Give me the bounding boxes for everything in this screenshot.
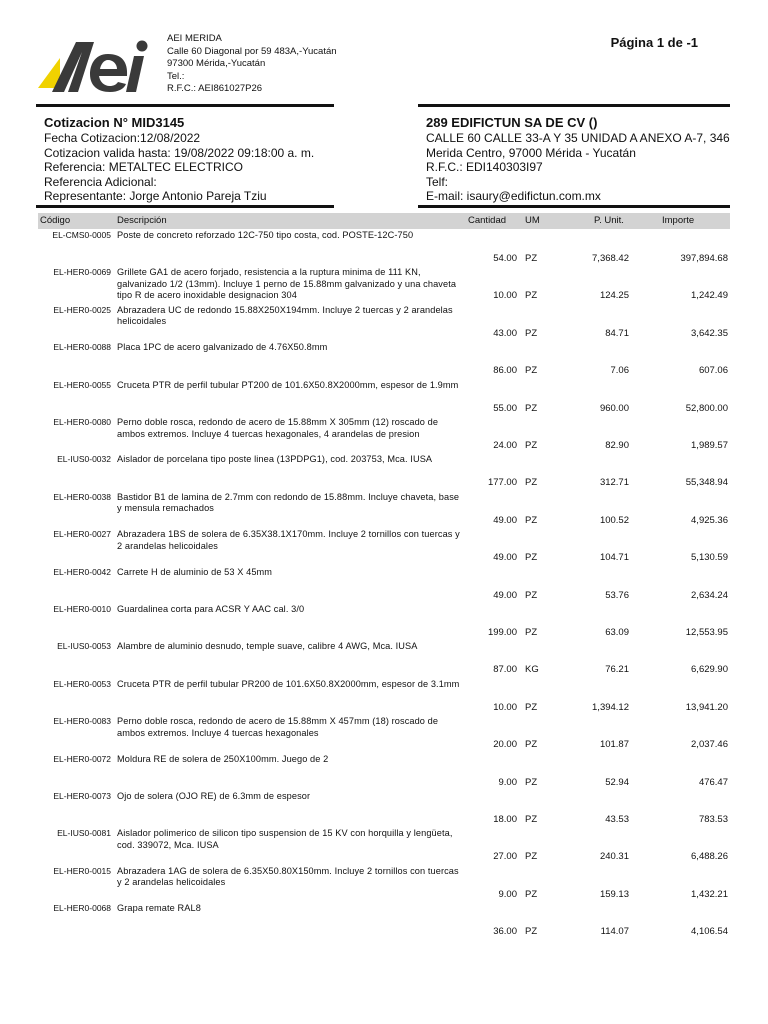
cell-unit: PZ xyxy=(525,851,538,863)
cell-description: Grillete GA1 de acero forjado, resistencia a la ruptura minima de 111 KN, galvanizado 1/2 (13mm). Incluye 1 perno de 15.88mm galvanizado y una chaveta tipo R de acero inoxidable designacion 304 xyxy=(117,267,457,301)
company-address-1: Calle 60 Diagonal por 59 483A,-Yucatán xyxy=(167,45,337,57)
cell-description: Cruceta PTR de perfil tubular PT200 de 101.6X50.8X2000mm, espesor de 1.9mm xyxy=(117,379,459,390)
cell-description: Carrete H de aluminio de 53 X 45mm xyxy=(117,566,273,577)
cell-quantity: 20.00 xyxy=(493,739,517,751)
cell-description: Abrazadera 1BS de solera de 6.35X38.1X170mm. Incluye 2 tornillos con tuercas y 2 arandelas helicoidales xyxy=(117,529,460,551)
cell-unit-price: 7,368.42 xyxy=(592,253,629,264)
cell-unit-price: 114.07 xyxy=(600,926,629,938)
cell-unit: PZ xyxy=(525,739,538,751)
cell-description: Cruceta PTR de perfil tubular PR200 de 101.6X50.8X2000mm, espesor de 3.1mm xyxy=(117,678,460,689)
table-row xyxy=(38,641,730,677)
cell-unit-price: 7.06 xyxy=(610,365,629,377)
table-row xyxy=(38,903,730,939)
cell-amount: 397,894.68 xyxy=(680,253,728,264)
cell-description: Guardalinea corta para ACSR Y AAC cal. 3/0 xyxy=(117,604,305,614)
cell-unit-price: 100.52 xyxy=(599,514,629,526)
cell-quantity: 87.00 xyxy=(493,664,517,676)
table-row xyxy=(38,791,730,827)
cell-quantity: 49.00 xyxy=(493,589,517,601)
cell-quantity: 10.00 xyxy=(493,701,517,713)
cell-unit-price: 52.94 xyxy=(605,776,629,788)
cell-code: EL-CMS0-0005 xyxy=(52,230,111,240)
col-header-code: Código xyxy=(40,215,71,226)
cell-amount: 12,553.95 xyxy=(685,627,728,638)
cell-unit: PZ xyxy=(525,552,538,564)
cell-description: Ojo de solera (OJO RE) de 6.3mm de espesor xyxy=(117,791,311,801)
page-number: Página 1 de -1 xyxy=(610,35,698,50)
col-header-unit-price: P. Unit. xyxy=(594,215,624,226)
cell-amount: 2,634.24 xyxy=(691,589,728,601)
quote-top-rule xyxy=(36,104,334,107)
cell-quantity: 55.00 xyxy=(493,402,517,414)
cell-unit-price: 43.53 xyxy=(605,814,629,825)
cell-amount: 2,037.46 xyxy=(691,739,728,751)
cell-unit-price: 312.71 xyxy=(599,477,629,489)
quote-panel xyxy=(44,116,334,203)
quote-representative: Representante: Jorge Antonio Pareja Tziu xyxy=(44,189,267,204)
cell-description: Perno doble rosca, redondo de acero de 15.88mm X 457mm (18) roscado de ambos extremos. Incluye 4 tuercas hexagonales xyxy=(117,716,439,738)
table-row xyxy=(38,342,730,378)
table-row xyxy=(38,492,730,528)
quote-additional-reference: Referencia Adicional: xyxy=(44,174,157,189)
cell-amount: 607.06 xyxy=(698,365,728,377)
cell-amount: 52,800.00 xyxy=(685,402,728,414)
cell-code: EL-HER0-0038 xyxy=(53,491,111,502)
cell-unit: PZ xyxy=(525,926,538,938)
quote-valid-until: Cotizacion valida hasta: 19/08/2022 09:18:00 a. m. xyxy=(44,145,315,160)
cell-unit: PZ xyxy=(525,776,538,788)
quote-title: Cotizacion N° MID3145 xyxy=(44,115,185,130)
cell-quantity: 9.00 xyxy=(498,776,517,788)
cell-unit-price: 76.21 xyxy=(605,664,629,676)
cell-unit-price: 104.71 xyxy=(599,552,629,564)
cell-code: EL-IUS0-0081 xyxy=(57,828,111,839)
quote-date: Fecha Cotizacion:12/08/2022 xyxy=(44,131,201,146)
cell-code: EL-HER0-0015 xyxy=(53,865,111,876)
table-row xyxy=(38,604,730,640)
client-top-rule xyxy=(418,104,730,107)
cell-description: Placa 1PC de acero galvanizado de 4.76X50.8mm xyxy=(117,342,328,353)
cell-amount: 6,488.26 xyxy=(691,851,728,863)
cell-quantity: 24.00 xyxy=(493,440,517,451)
logo-letter-e xyxy=(90,54,127,92)
table-row xyxy=(38,716,730,752)
cell-code: EL-HER0-0088 xyxy=(53,342,111,353)
cell-quantity: 36.00 xyxy=(493,926,517,938)
cell-quantity: 177.00 xyxy=(487,477,517,489)
cell-unit: PZ xyxy=(525,440,538,451)
cell-code: EL-HER0-0027 xyxy=(53,529,111,540)
cell-unit: KG xyxy=(525,664,539,676)
table-row xyxy=(38,567,730,603)
cell-quantity: 27.00 xyxy=(493,851,517,863)
table-row xyxy=(38,828,730,864)
cell-code: EL-HER0-0053 xyxy=(53,678,111,689)
cell-unit-price: 101.87 xyxy=(599,739,629,751)
cell-unit: PZ xyxy=(525,290,538,302)
table-row xyxy=(38,679,730,715)
cell-description: Aislador de porcelana tipo poste linea (13PDPG1), cod. 203753, Mca. IUSA xyxy=(117,454,433,465)
company-info xyxy=(167,33,337,96)
cell-amount: 4,925.36 xyxy=(691,514,728,526)
cell-description: Bastidor B1 de lamina de 2.7mm con redondo de 15.88mm. Incluye chaveta, base y mensula remachados xyxy=(117,491,460,514)
cell-unit-price: 159.13 xyxy=(599,888,629,900)
quote-bottom-rule xyxy=(36,205,334,208)
cell-unit: PZ xyxy=(525,477,538,489)
col-header-unit: UM xyxy=(525,215,540,226)
table-row xyxy=(38,454,730,490)
cell-description: Aislador polimerico de silicon tipo suspension de 15 KV con horquilla y lengüeta, cod. 339072, Mca. IUSA xyxy=(117,828,453,850)
cell-code: EL-IUS0-0032 xyxy=(57,454,111,465)
col-header-description: Descripción xyxy=(117,215,167,226)
company-rfc: R.F.C.: AEI861027P26 xyxy=(167,83,263,95)
client-address-1: CALLE 60 CALLE 33-A Y 35 UNIDAD A ANEXO A-7, 346 xyxy=(426,131,730,146)
table-row xyxy=(38,305,730,341)
cell-code: EL-IUS0-0053 xyxy=(57,641,111,652)
cell-amount: 783.53 xyxy=(698,814,728,825)
cell-description: Grapa remate RAL8 xyxy=(117,903,201,914)
cell-amount: 1,242.49 xyxy=(691,290,728,302)
cell-description: Abrazadera UC de redondo 15.88X250X194mm. Incluye 2 tuercas y 2 arandelas helicoidales xyxy=(117,304,453,327)
table-row xyxy=(38,380,730,416)
table-row xyxy=(38,866,730,902)
cell-amount: 1,989.57 xyxy=(691,440,728,451)
cell-unit-price: 84.71 xyxy=(605,327,629,339)
cell-quantity: 43.00 xyxy=(493,327,517,339)
client-email: E-mail: isaury@edifictun.com.mx xyxy=(426,189,601,204)
cell-unit: PZ xyxy=(525,814,538,825)
table-row xyxy=(38,267,730,303)
cell-quantity: 9.00 xyxy=(498,888,517,900)
cell-amount: 4,106.54 xyxy=(691,926,728,938)
cell-amount: 1,432.21 xyxy=(691,888,728,900)
cell-unit-price: 53.76 xyxy=(605,589,629,601)
client-phone: Telf: xyxy=(426,174,449,189)
logo-letter-i xyxy=(126,56,144,92)
cell-unit-price: 240.31 xyxy=(599,851,629,863)
cell-quantity: 54.00 xyxy=(493,253,517,264)
cell-code: EL-HER0-0080 xyxy=(53,417,111,427)
company-name: AEI MERIDA xyxy=(167,33,222,44)
cell-amount: 55,348.94 xyxy=(685,477,728,489)
cell-amount: 3,642.35 xyxy=(691,327,728,339)
cell-code: EL-HER0-0069 xyxy=(53,267,111,278)
cell-unit-price: 1,394.12 xyxy=(592,701,629,713)
col-header-quantity: Cantidad xyxy=(468,215,507,226)
cell-unit-price: 63.09 xyxy=(605,627,629,638)
cell-description: Poste de concreto reforzado 12C-750 tipo costa, cod. POSTE-12C-750 xyxy=(117,230,414,240)
col-header-amount: Importe xyxy=(662,215,695,226)
company-phone: Tel.: xyxy=(167,70,185,82)
cell-quantity: 49.00 xyxy=(493,514,517,526)
client-name: 289 EDIFICTUN SA DE CV () xyxy=(426,115,598,130)
cell-code: EL-HER0-0055 xyxy=(53,379,111,390)
cell-description: Moldura RE de solera de 250X100mm. Juego de 2 xyxy=(117,753,329,764)
cell-unit-price: 124.25 xyxy=(599,290,629,302)
cell-unit: PZ xyxy=(525,327,538,339)
cell-amount: 6,629.90 xyxy=(691,664,728,676)
cell-amount: 476.47 xyxy=(698,776,728,788)
cell-description: Perno doble rosca, redondo de acero de 15.88mm X 305mm (12) roscado de ambos extremos. Incluye 4 tuercas hexagonales, 4 arandelas de presion xyxy=(117,417,439,439)
client-address-2: Merida Centro, 97000 Mérida - Yucatán xyxy=(426,145,636,160)
cell-quantity: 49.00 xyxy=(493,552,517,564)
cell-quantity: 18.00 xyxy=(493,814,517,825)
cell-unit: PZ xyxy=(525,365,538,377)
cell-unit: PZ xyxy=(525,701,538,713)
quote-reference: Referencia: METALTEC ELECTRICO xyxy=(44,160,243,175)
cell-unit-price: 82.90 xyxy=(605,440,629,451)
cell-amount: 5,130.59 xyxy=(691,552,728,564)
cell-unit: PZ xyxy=(525,253,538,264)
cell-code: EL-HER0-0072 xyxy=(53,753,111,764)
cell-code: EL-HER0-0068 xyxy=(53,903,111,914)
cell-code: EL-HER0-0025 xyxy=(53,304,111,315)
cell-code: EL-HER0-0083 xyxy=(53,716,111,727)
table-row xyxy=(38,417,730,453)
cell-amount: 13,941.20 xyxy=(685,701,728,713)
cell-quantity: 199.00 xyxy=(487,627,517,638)
cell-code: EL-HER0-0073 xyxy=(53,791,111,801)
cell-unit: PZ xyxy=(525,402,538,414)
cell-description: Abrazadera 1AG de solera de 6.35X50.80X150mm. Incluye 2 tornillos con tuercas y 2 arandelas helicoidales xyxy=(117,865,459,888)
cell-quantity: 10.00 xyxy=(493,290,517,302)
cell-code: EL-HER0-0010 xyxy=(53,604,111,614)
cell-unit: PZ xyxy=(525,888,538,900)
logo-i-dot xyxy=(137,41,148,52)
client-bottom-rule xyxy=(418,205,730,208)
cell-description: Alambre de aluminio desnudo, temple suave, calibre 4 AWG, Mca. IUSA xyxy=(117,641,418,652)
table-row xyxy=(38,754,730,790)
client-panel xyxy=(426,116,730,203)
company-address-2: 97300 Mérida,-Yucatán xyxy=(167,58,266,70)
cell-unit: PZ xyxy=(525,514,538,526)
cell-unit-price: 960.00 xyxy=(599,402,629,414)
table-row xyxy=(38,230,730,266)
cell-code: EL-HER0-0042 xyxy=(53,566,111,577)
cell-unit: PZ xyxy=(525,589,538,601)
aei-logo xyxy=(38,36,156,94)
table-row xyxy=(38,529,730,565)
cell-quantity: 86.00 xyxy=(493,365,517,377)
cell-unit: PZ xyxy=(525,627,538,638)
client-rfc: R.F.C.: EDI140303I97 xyxy=(426,160,543,175)
